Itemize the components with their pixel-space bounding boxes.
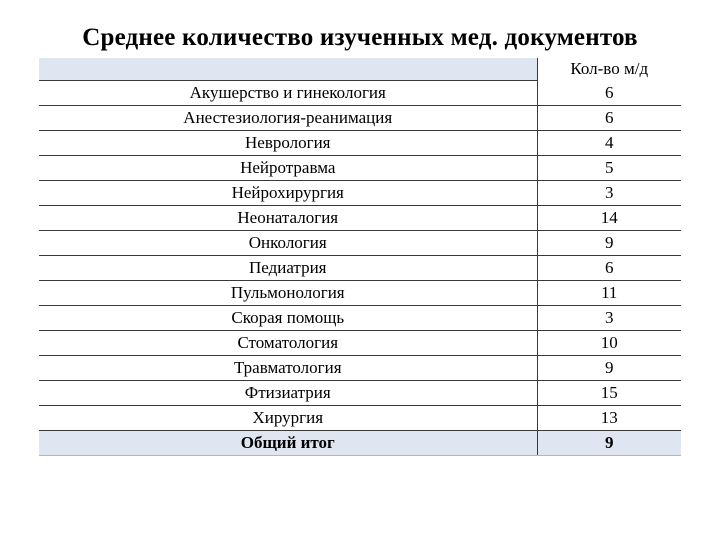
- row-name: Хирургия: [39, 406, 537, 431]
- row-name: Нейротравма: [39, 156, 537, 181]
- table-row: [39, 131, 681, 156]
- row-value: 6: [537, 256, 681, 281]
- row-value: 9: [537, 356, 681, 381]
- documents-table-container: [39, 58, 681, 456]
- row-value: 4: [537, 131, 681, 156]
- table-row: [39, 331, 681, 356]
- row-name: Неврология: [39, 131, 537, 156]
- row-value: 9: [537, 231, 681, 256]
- row-value: 3: [537, 181, 681, 206]
- row-name: Анестезиология-реанимация: [39, 106, 537, 131]
- total-label: Общий итог: [39, 431, 537, 456]
- row-name: Стоматология: [39, 331, 537, 356]
- table-row: [39, 81, 681, 106]
- row-name: Акушерство и гинекология: [39, 81, 537, 106]
- row-value: 6: [537, 106, 681, 131]
- header-name-cell: [39, 58, 537, 81]
- row-name: Пульмонология: [39, 281, 537, 306]
- row-value: 11: [537, 281, 681, 306]
- row-value: 10: [537, 331, 681, 356]
- table-row: [39, 256, 681, 281]
- page-title: Среднее количество изученных мед. документов: [82, 24, 638, 51]
- row-name: Онкология: [39, 231, 537, 256]
- table-row: [39, 306, 681, 331]
- table-header-row: [39, 58, 681, 81]
- row-value: 3: [537, 306, 681, 331]
- row-value: 13: [537, 406, 681, 431]
- row-value: 6: [537, 81, 681, 106]
- table-row: [39, 281, 681, 306]
- row-name: Неонаталогия: [39, 206, 537, 231]
- table-row: [39, 156, 681, 181]
- table-row: [39, 181, 681, 206]
- total-value: 9: [537, 431, 681, 456]
- documents-table: [39, 58, 681, 456]
- table-row: [39, 106, 681, 131]
- row-name: Травматология: [39, 356, 537, 381]
- table-row: [39, 231, 681, 256]
- row-name: Скорая помощь: [39, 306, 537, 331]
- header-value-cell: Кол-во м/д: [537, 58, 681, 81]
- row-name: Фтизиатрия: [39, 381, 537, 406]
- row-name: Педиатрия: [39, 256, 537, 281]
- table-row: [39, 206, 681, 231]
- total-row: [39, 431, 681, 456]
- table-row: [39, 406, 681, 431]
- row-value: 5: [537, 156, 681, 181]
- table-row: [39, 356, 681, 381]
- row-name: Нейрохирургия: [39, 181, 537, 206]
- row-value: 15: [537, 381, 681, 406]
- row-value: 14: [537, 206, 681, 231]
- table-row: [39, 381, 681, 406]
